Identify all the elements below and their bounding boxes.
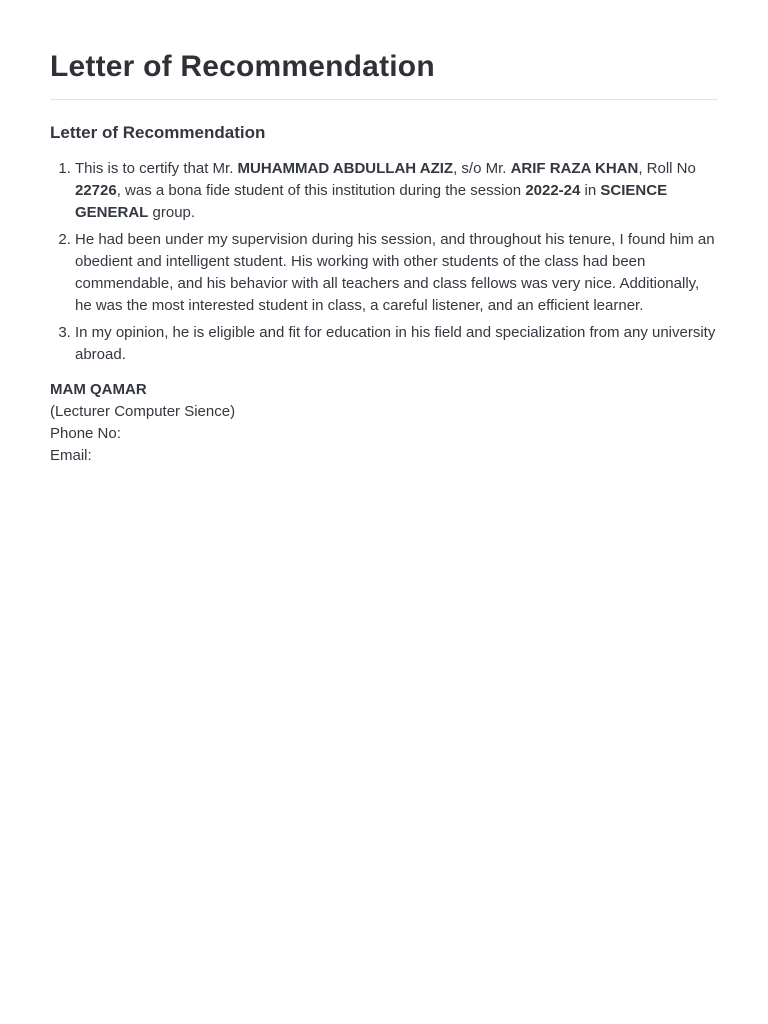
point-1-text-c: , Roll No [638,160,696,177]
point-3-text: In my opinion, he is eligible and fit for education in his field and specialization from any university abroad. [75,324,716,363]
point-1-text-a: This is to certify that Mr. [75,160,238,177]
signatory-name: MAM QAMAR [50,381,147,398]
session-years: 2022-24 [525,182,581,199]
point-item-opinion [75,322,718,366]
title-divider [50,99,718,100]
roll-number: 22726 [75,182,117,199]
point-item-supervision [75,229,718,317]
point-1-text-b: , s/o Mr. [453,160,511,177]
group-name: SCIENCE GENERAL [75,182,668,221]
signatory-designation: (Lecturer Computer Sience) [50,403,236,420]
point-item-certification [75,158,718,224]
point-1-text-e: in [580,182,601,199]
student-name: MUHAMMAD ABDULLAH AZIZ [237,160,454,177]
point-1-text-d: , was a bona fide student of this institution during the session [116,182,526,199]
father-name: ARIF RAZA KHAN [510,160,639,177]
phone-label: Phone No: [50,425,121,442]
section-heading: Letter of Recommendation [50,123,266,142]
point-2-text: He had been under my supervision during his session, and throughout his tenure, I found him an obedient and intelligent student. His working with other students of the class had been commendable, and his behavior with all teachers and class fellows was very nice. Additionally, he was the most interested student in class, a careful listener, and an efficient learner. [75,231,715,314]
recommendation-points-list [50,158,718,366]
email-label: Email: [50,447,92,464]
point-1-text-f: group. [148,204,196,221]
page-title: Letter of Recommendation [50,50,435,83]
signature-block [50,379,718,467]
